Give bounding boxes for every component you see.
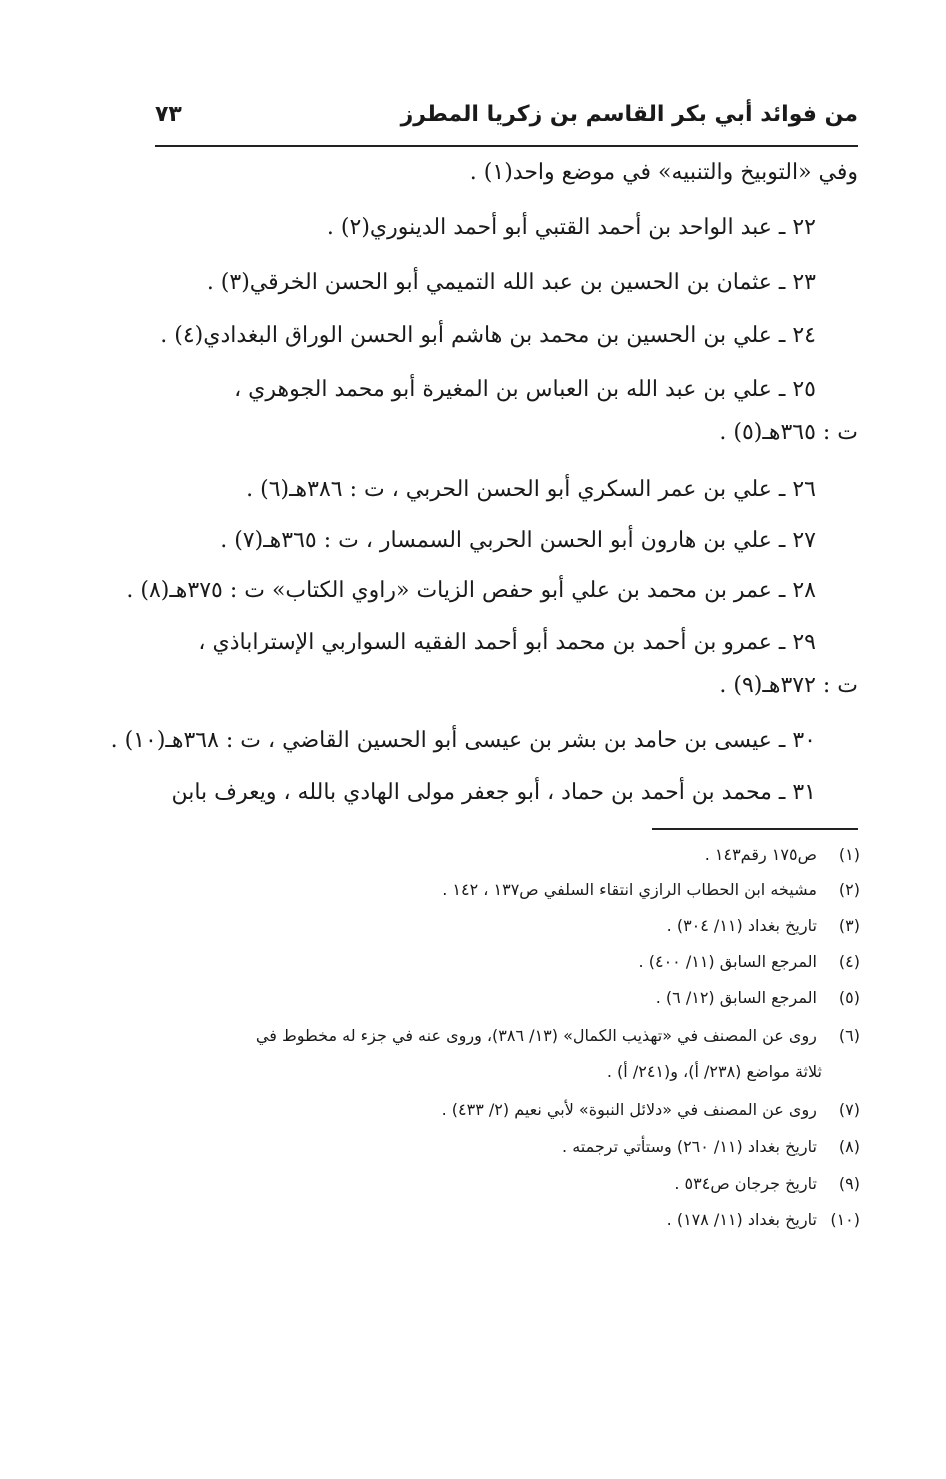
footnote: [155, 880, 860, 899]
footnote-text: تاريخ بغداد (١١/ ٣٠٤) .: [666, 916, 817, 935]
body-line: ت : ٣٧٢هـ(٩) .: [719, 673, 858, 698]
footnote-text: المرجع السابق (١٢/ ٦) .: [655, 988, 817, 1007]
page-header: [155, 100, 858, 140]
footnote-text: روى عن المصنف في «تهذيب الكمال» (١٣/ ٣٨٦)، وروى عنه في جزء له مخطوط في: [255, 1026, 817, 1045]
body-line: ٢٨ ـ عمر بن محمد بن علي أبو حفص الزيات «راوي الكتاب» ت : ٣٧٥هـ(٨) .: [126, 578, 816, 603]
body-line: ٣٠ ـ عيسى بن حامد بن بشر بن عيسى أبو الحسين القاضي ، ت : ٣٦٨هـ(١٠) .: [110, 728, 816, 753]
body-line: ٢٩ ـ عمرو بن أحمد بن محمد أبو أحمد الفقيه السواربي الإستراباذي ،: [198, 630, 816, 655]
running-title: من فوائد أبي بكر القاسم بن زكريا المطرز: [400, 102, 858, 127]
footnote: [155, 1210, 860, 1229]
body-line: ٢٥ ـ علي بن عبد الله بن العباس بن المغيرة أبو محمد الجوهري ،: [234, 377, 816, 402]
footnote: [155, 1137, 860, 1156]
footnote-number: (٣): [838, 916, 860, 935]
footnote-number: (٧): [838, 1100, 860, 1119]
footnote-text: تاريخ بغداد (١١/ ٢٦٠) وستأتي ترجمته .: [562, 1137, 817, 1156]
footnote-number: (٢): [838, 880, 860, 899]
footnote-number: (٥): [838, 988, 860, 1007]
footnote-text: المرجع السابق (١١/ ٤٠٠) .: [638, 952, 817, 971]
footnote-separator: [652, 828, 858, 830]
footnote-number: (٨): [838, 1137, 860, 1156]
footnote: [155, 1026, 860, 1045]
footnote-continuation: ثلاثة مواضع (٢٣٨/ أ)، و(٢٤١/ أ) .: [606, 1062, 822, 1081]
footnote-text: تاريخ بغداد (١١/ ١٧٨) .: [666, 1210, 817, 1229]
body-line: ٢٢ ـ عبد الواحد بن أحمد القتبي أبو أحمد الدينوري(٢) .: [326, 215, 816, 240]
footnote-number: (١٠): [830, 1210, 860, 1229]
header-rule: [155, 145, 858, 147]
footnote: [155, 952, 860, 971]
footnote-number: (٤): [838, 952, 860, 971]
footnote-text: ص١٧٥ رقم١٤٣ .: [704, 845, 817, 864]
footnote: [155, 1174, 860, 1193]
footnote-text: مشيخه ابن الحطاب الرازي انتقاء السلفي ص١٣٧ ، ١٤٢ .: [442, 880, 817, 899]
footnote-text: تاريخ جرجان ص٥٣٤ .: [674, 1174, 817, 1193]
body-line: ٢٧ ـ علي بن هارون أبو الحسن الحربي السمسار ، ت : ٣٦٥هـ(٧) .: [220, 528, 816, 553]
page-number: ٧٣: [155, 102, 182, 127]
body-line: وفي «التوبيخ والتنبيه» في موضع واحد(١) .: [469, 160, 858, 185]
footnote: [155, 916, 860, 935]
body-line: ٢٦ ـ علي بن عمر السكري أبو الحسن الحربي ، ت : ٣٨٦هـ(٦) .: [246, 477, 816, 502]
body-line: ٢٤ ـ علي بن الحسين بن محمد بن هاشم أبو الحسن الوراق البغدادي(٤) .: [160, 323, 816, 348]
body-line: ٢٣ ـ عثمان بن الحسين بن عبد الله التميمي أبو الحسن الخرقي(٣) .: [206, 270, 816, 295]
footnote: [155, 988, 860, 1007]
footnote-number: (٦): [838, 1026, 860, 1045]
footnote-text: روى عن المصنف في «دلائل النبوة» لأبي نعيم (٢/ ٤٣٣) .: [441, 1100, 817, 1119]
body-line: ت : ٣٦٥هـ(٥) .: [719, 420, 858, 445]
footnote: [155, 1100, 860, 1119]
footnote-number: (٩): [838, 1174, 860, 1193]
footnote-number: (١): [838, 845, 860, 864]
body-line: ٣١ ـ محمد بن أحمد بن حماد ، أبو جعفر مولى الهادي بالله ، ويعرف بابن: [171, 780, 816, 805]
footnote: [155, 845, 860, 864]
